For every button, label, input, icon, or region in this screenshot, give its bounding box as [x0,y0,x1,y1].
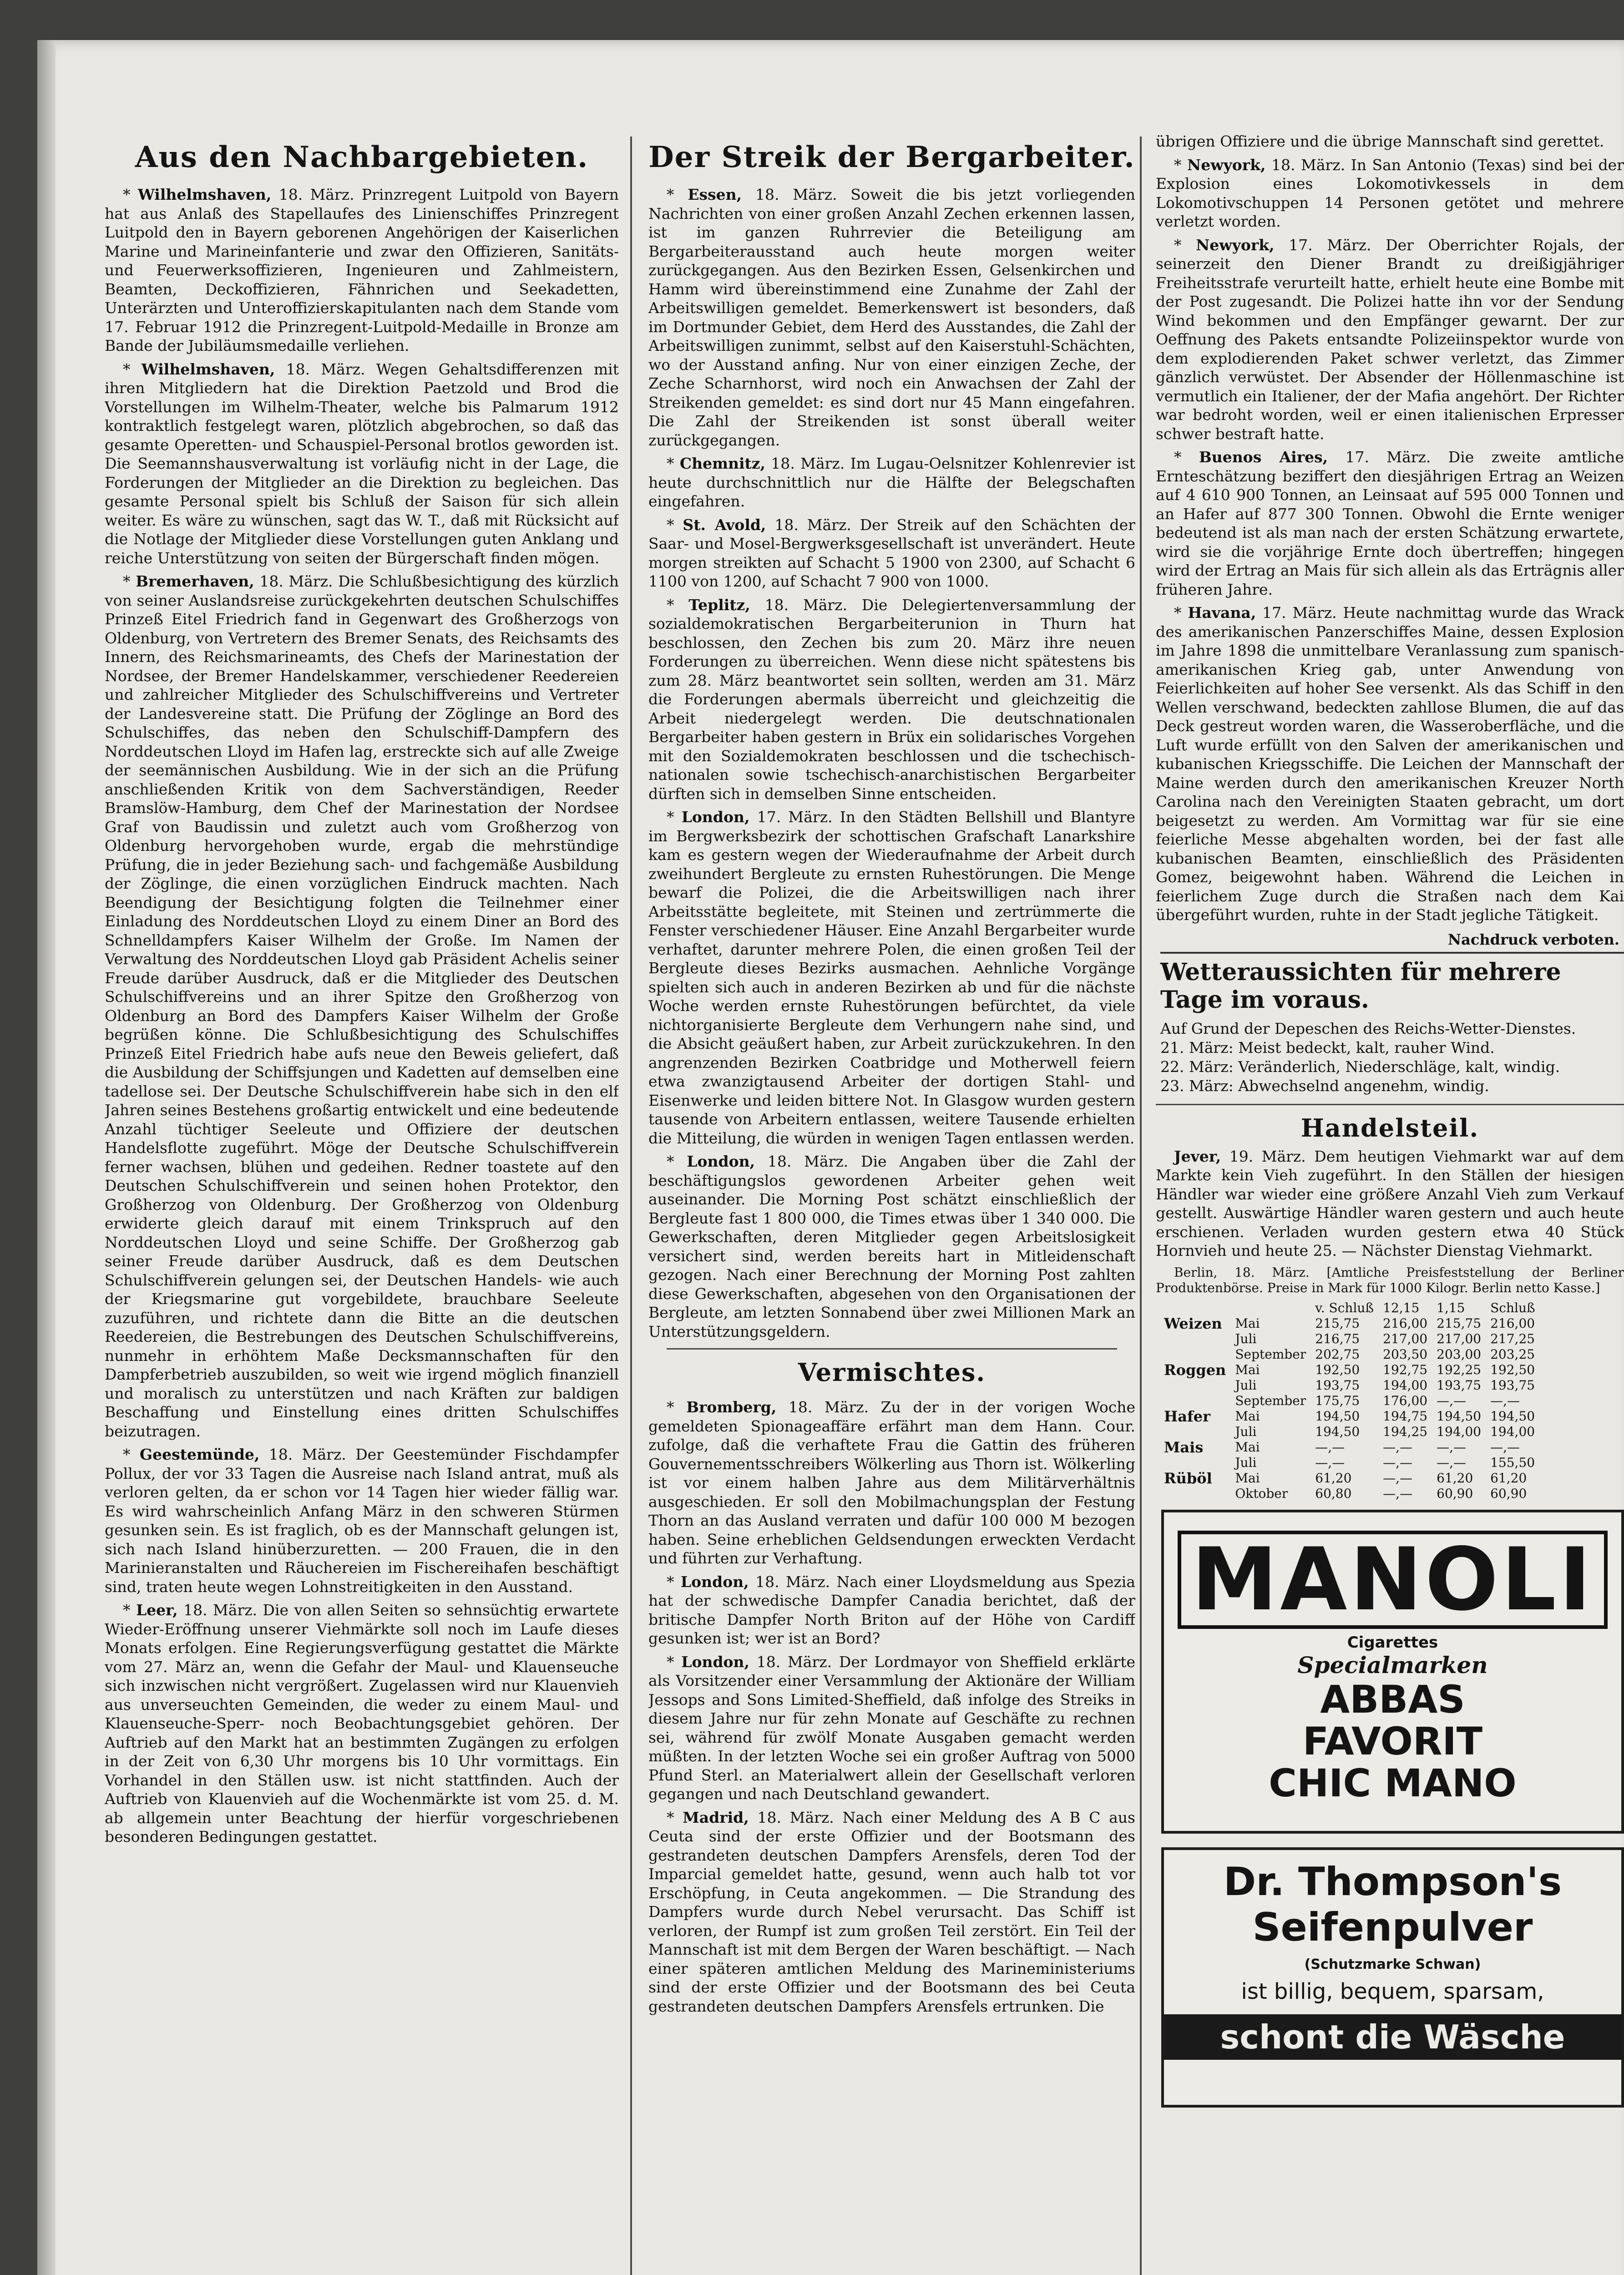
price-intro: Berlin, 18. März. [Amtliche Preisfeststellung der Berliner Produktenbörse. Preise in Mark für 1000 Kilogr. Berlin netto Kasse.] [1156,1264,1624,1295]
price-cell: 155,50 [1490,1455,1535,1470]
price-cell: 194,00 [1490,1424,1535,1439]
price-cell: 176,00 [1383,1393,1428,1408]
price-column-header [1230,1300,1310,1316]
article-text: 18. März. In San Antonio (Texas) sind bei der Explosion eines Lokomotivkessels in dem Lokomotivschuppen 14 Personen getötet und mehrere verletzt worden. [1156,156,1624,230]
weather-day: 21. März: Meist bedeckt, kalt, rauher Wind. [1160,1038,1495,1057]
article-dateline: Chemnitz, [679,455,766,472]
article-text: 18. März. Nach einer Lloydsmeldung aus Spezia hat der schwedische Dampfer Canadia berichtet, daß der britische Dampfer North Briton auf der Höhe von Cardiff gesunken ist; wer ist an Bord? [648,1572,1135,1647]
price-cell: 60,80 [1315,1486,1352,1501]
price-row [1159,1440,1540,1455]
section-header: Vermischtes. [798,1358,986,1387]
ad-line: Dr. Thompson's [1223,1859,1562,1905]
article [1156,1147,1624,1260]
price-column-header: 12,15 [1383,1300,1420,1315]
article-text: 18. März. Wegen Gehaltsdifferenzen mit ihren Mitgliedern hat die Direktion Paetzold und Brod die Vorstellungen im Wilhelm-Theater, welche bis Palmarum 1912 kontraktlich festgelegt waren, plötzlich abgebrochen, so daß das gesamte Operetten- und Schauspiel-Personal brotlos geworden ist. Die Seemannshausverwaltung ist vorläufig nicht in der Lage, die Forderungen der Mitglieder an die Direktion zu begleichen. Das gesamte Personal spielt bis Schluß der Saison für sich allein weiter. Es wäre zu wünschen, sagt das W. T., daß mit Rücksicht auf die Notlage der Mitglieder diese Vorstellungen guten Anklang und reiche Unterstützung von seiten der Bürgerschaft finden mögen. [105,360,619,567]
article-text: 18. März. Nach einer Meldung des A B C aus Ceuta sind der erste Offizier und der Bootsmann des gestrandeten deutschen Dampfers Arensfels, deren Tod der Imparcial gemeldet hatte, gesund, wenn auch halb tot vor Erschöpfung, in Ceuta angekommen. — Die Strandung des Dampfers wurde durch Nebel verursacht. Das Schiff ist verloren, der Rumpf ist zum großen Teil zerstört. Ein Teil der Mannschaft ist mit dem Bergen der Waren beschäftigt. — Nach einer späteren amtlichen Meldung des Marineministeriums sind der erste Offizier und der Bootsmann des bei Ceuta gestrandeten deutschen Dampfers Arensfels ertrunken. Die [648,1808,1135,2015]
delivery-month: Mai [1235,1362,1260,1377]
weather-title: Wetteraussichten für mehrere Tage im voraus. [1160,952,1624,1014]
article-text: 18. März. Der Streik auf den Schächten der Saar- und Mosel-Bergwerksgesellschaft ist unverändert. Heute morgen streikten auf Schacht 5 1900 von 2300, auf Schacht 6 1100 von 1200, auf Schacht 7 900 von 1000. [648,516,1135,590]
delivery-month: Mai [1235,1408,1260,1424]
ad-line: ABBAS [1320,1677,1465,1722]
article-dateline: Jever, [1174,1147,1221,1165]
delivery-month: Juli [1235,1331,1257,1346]
article-text: 18. März. Im Lugau-Oelsnitzer Kohlenrevier ist heute durchschnittlich nur die Hälfte der Belegschaften eingefahren. [648,455,1135,510]
article-text: 18. März. Die Angaben über die Zahl der beschäftigungslos gewordenen Arbeiter gehen weit auseinander. Die Morning Post schätzt einschließlich der Bergleute fast 1 800 000, die Times etwas über 1 340 000. Die Gewerkschaften, deren Mitglieder gegen Arbeitslosigkeit versichert sind, werden bereits hart in Mitleidenschaft gezogen. Nach einer Berechnung der Morning Post zahlten diese Gewerkschaften, abgesehen von den Organisationen der Bergleute, am letzten Sonnabend über zwei Millionen Mark an Unterstützungsgeldern. [648,1153,1135,1340]
article-dateline: Buenos Aires, [1199,448,1328,466]
price-cell: 61,20 [1437,1470,1473,1486]
article-dateline: Madrid, [683,1808,749,1826]
article: * London, 18. März. Nach einer Lloydsmeldung aus Spezia hat der schwedische Dampfer Canadia berichtet, daß der britische Dampfer North Briton auf der Höhe von Cardiff gesunken ist; wer ist an Bord? [648,1572,1135,1647]
price-cell: —,— [1383,1439,1413,1455]
commodity-name [1159,1393,1230,1409]
article-dateline: Wilhelmshaven, [141,360,275,378]
article-dateline: London, [687,1153,755,1170]
price-column-header [1159,1300,1230,1316]
commodity-name: Hafer [1164,1407,1210,1425]
article: * Madrid, 18. März. Nach einer Meldung des A B C aus Ceuta sind der erste Offizier und der Bootsmann des gestrandeten deutschen Dampfers Arensfels, deren Tod der Imparcial gemeldet hatte, gesund, wenn auch halb tot vor Erschöpfung, in Ceuta angekommen. — Die Strandung des Dampfers wurde durch Nebel verursacht. Das Schiff ist verloren, der Rumpf ist zum großen Teil zerstört. Ein Teil der Mannschaft ist mit dem Bergen der Waren beschäftigt. — Nach einer späteren amtlichen Meldung des Marineministeriums sind der erste Offizier und der Bootsmann des bei Ceuta gestrandeten deutschen Dampfers Arensfels ertrunken. Die [648,1808,1135,2015]
price-row [1159,1471,1540,1486]
commodity-name: Rüböl [1164,1469,1212,1487]
commodity-name [1159,1331,1230,1347]
article-text: 18. März. Prinzregent Luitpold von Bayern hat aus Anlaß des Stapellaufes des Linienschiffes Prinzregent Luitpold den in Bayern geborenen Angehörigen der Kaiserlichen Marine und Marineinfanterie und zwar den Offizieren, Sanitäts- und Feuerwerksoffizieren, Ingenieuren und Zahlmeistern, Beamten, Deckoffizieren, Fähnrichen und Seekadetten, Unterärzten und Unteroffizierskapitulanten nach dem Stande vom 17. Februar 1912 die Prinzregent-Luitpold-Medaille in Bronze am Bande der Jubiläumsmedaille verliehen. [105,186,619,354]
article: * Essen, 18. März. Soweit die bis jetzt vorliegenden Nachrichten von einer großen Anzahl Zechen erkennen lassen, ist im ganzen Ruhrrevier die Beteiligung am Bergarbeiterausstand auch heute morgen weiter zurückgegangen. Aus den Bezirken Essen, Gelsenkirchen und Hamm wird übereinstimmend eine Zunahme der Zahl der Arbeitswilligen gemeldet. Bemerkenswert ist besonders, daß im Dortmunder Gebiet, dem Herd des Ausstandes, die Zahl der Arbeitswilligen zunimmt, selbst auf den Kaiserstuhl-Schächten, wo der Ausstand anfing. Nur von einer einzigen Zeche, der Zeche Scharnhorst, wird noch ein Anwachsen der Zahl der Streikenden gemeldet: es sind dort nur 45 Mann eingefahren. Die Zahl der Streikenden ist sonst überall weiter zurückgegangen. [648,186,1135,449]
price-cell: —,— [1490,1393,1520,1408]
article-dateline: London, [681,1653,750,1671]
column-left [105,132,619,1851]
commodity-name [1159,1455,1230,1471]
article: * Geestemünde, 18. März. Der Geestemünder Fischdampfer Pollux, der vor 33 Tagen die Ausreise nach Island antrat, muß als verloren gelten, da er schon vor 14 Tagen hier wieder fällig war. Es wird wahrscheinlich Anfang März in den schweren Stürmen gesunken sein. Es ist fraglich, ob es der Mannschaft gelungen ist, sich nach Island hinüberzuretten. — 200 Frauen, die in den Marinieranstalten und Räuchereien im Fischereihafen beschäftigt sind, traten heute wegen Lohnstreitigkeiten in den Ausstand. [105,1446,619,1596]
article: * Newyork, 17. März. Der Oberrichter Rojals, der seinerzeit den Diener Brandt zu dreißigjähriger Freiheitsstrafe verurteilt hatte, erhielt heute eine Bombe mit der Post zugesandt. Die Polizei hatte ihn vor der Sendung Wind bekommen und den Empfänger gewarnt. Der zur Oeffnung des Pakets entsandte Polizeiinspektor wurde von dem explodierenden Paket schwer verletzt, das Zimmer gänzlich verwüstet. Der Absender der Höllenmaschine ist vermutlich ein Italiener, der der Mafia angehört. Der Richter war bedroht worden, weil er einen italienischen Erpresser schwer bestraft hatte. [1156,236,1624,443]
ad-line: schont die Wäsche [1164,2014,1621,2060]
article: * London, 17. März. In den Städten Bellshill und Blantyre im Bergwerksbezirk der schottischen Grafschaft Lanarkshire kam es gestern wegen der Wiederaufnahme der Arbeit durch zweihundert Bergleute zu ernsten Ruhestörungen. Die Menge bewarf die Polizei, die die Arbeitswilligen nach ihrer Arbeitsstätte begleitete, mit Steinen und zertrümmerte die Fenster verschiedener Häuser. Eine Anzahl Bergarbeiter wurde verhaftet, darunter mehrere Polen, die einen großen Teil der Bergleute dieses Bezirks ausmachen. Aehnliche Vorgänge spielten sich auch in anderen Bezirken ab und für die nächste Woche werden ernste Ruhestörungen befürchtet, da viele nichtorganisierte Bergleute dem Verhungern nahe sind, und die Absicht geäußert haben, zur Arbeit zurückzukehren. In den angrenzenden Bezirken Coatbridge und Motherwell feiern etwa zwanzigtausend Arbeiter der dortigen Stahl- und Eisenwerke und leiden bittere Not. In Glasgow wurden gestern tausende von Arbeitern entlassen, weitere Tausende erhielten die Mitteilung, die würden in wenigen Tagen entlassen werden. [648,808,1135,1147]
section-header: Handelsteil. [1300,1113,1479,1143]
column-middle [648,132,1135,2020]
price-cell: 215,75 [1437,1315,1482,1331]
ad-line: ist billig, bequem, sparsam, [1241,1978,1544,2004]
delivery-month: Mai [1235,1470,1260,1486]
article-dateline: Geestemünde, [139,1446,260,1463]
price-cell: 194,50 [1437,1408,1482,1424]
article: * Teplitz, 18. März. Die Delegiertenversammlung der sozialdemokratischen Bergarbeiterunion in Thurn hat beschlossen, den Zechen bis zum 20. März ihre neuen Forderungen zu überreichen. Wenn diese nicht spätestens bis zum 28. März beantwortet sein sollten, werden am 31. März die Forderungen abermals überreicht und gleichzeitig die Arbeit niedergelegt werden. Die deutschnationalen Bergarbeiter haben gestern in Brüx ein solidarisches Vorgehen mit den Sozialdemokraten beschlossen und die tschechisch-nationalen sowie tschechisch-anarchistischen Bergarbeiter dürften sich in demselben Sinne entscheiden. [648,596,1135,803]
price-cell: 192,50 [1490,1362,1535,1377]
article: * Newyork, 18. März. In San Antonio (Texas) sind bei der Explosion eines Lokomotivkessels in dem Lokomotivschuppen 14 Personen getötet und mehrere verletzt worden. [1156,156,1624,230]
article-dateline: Essen, [688,186,742,203]
article: * Havana, 17. März. Heute nachmittag wurde das Wrack des amerikanischen Panzerschiffes Maine, dessen Explosion im Jahre 1898 die unmittelbare Veranlassung zum spanisch-amerikanischen Krieg gab, unter Anwendung von Feierlichkeiten auf hoher See versenkt. Als das Schiff in den Wellen verschwand, bedeckten zahllose Blumen, die auf das Deck gestreut worden waren, die Wasseroberfläche, und die Luft wurde erfüllt von den Salven der amerikanischen und kubanischen Kriegsschiffe. Die Leichen der Mannschaft der Maine werden durch den amerikanischen Kreuzer North Carolina nach den Vereinigten Staaten gebracht, um dort beigesetzt zu werden. Am Vormittag war für sie eine feierliche Messe abgehalten worden, bei der fast alle kubanischen Beamten, einschließlich des Präsidenten Gomez, beigewohnt haben. Während die Leichen in feierlichem Zuge durch die Straßen nach dem Kai übergeführt wurden, ruhte in der Stadt jegliche Tätigkeit. [1156,604,1624,924]
article: * St. Avold, 18. März. Der Streik auf den Schächten der Saar- und Mosel-Bergwerksgesellschaft ist unverändert. Heute morgen streikten auf Schacht 5 1900 von 2300, auf Schacht 6 1100 von 1200, auf Schacht 7 900 von 1000. [648,516,1135,590]
price-cell: 194,00 [1383,1377,1428,1393]
column-rule [630,136,632,2275]
article-dateline: Teplitz, [688,596,750,614]
article-text: 19. März. Dem heutigen Viehmarkt war auf dem Markte kein Vieh zugeführt. In den Ställen der hiesigen Händler war wieder eine größere Anzahl Vieh zum Verkauf gestellt. Auswärtige Händler waren gestern und auch heute erschienen. Verladen wurden gestern etwa 40 Stück Hornvieh und heute 25. — Nächster Dienstag Viehmarkt. [1156,1147,1624,1259]
ad-line: Cigarettes [1347,1633,1438,1652]
article-dateline: St. Avold, [683,516,766,534]
article: * Chemnitz, 18. März. Im Lugau-Oelsnitzer Kohlenrevier ist heute durchschnittlich nur die Hälfte der Belegschaften eingefahren. [648,455,1135,510]
ad-line: CHIC MANO [1269,1760,1517,1805]
article-dateline: London, [681,808,750,826]
section-header: Aus den Nachbargebieten. [135,140,589,174]
price-cell: 194,50 [1315,1424,1360,1439]
price-row [1159,1393,1540,1409]
weather-day: 23. März: Abwechselnd angenehm, windig. [1160,1077,1489,1095]
price-cell: 203,25 [1490,1346,1535,1362]
section-divider [1156,1104,1624,1105]
price-cell: 193,75 [1315,1377,1360,1393]
delivery-month: Juli [1235,1377,1257,1393]
price-row [1159,1455,1540,1471]
price-cell: 203,00 [1437,1346,1482,1362]
reprint-notice: Nachdruck verboten. [1447,930,1619,948]
delivery-month: Juli [1235,1455,1257,1470]
price-cell: 193,75 [1437,1377,1482,1393]
article-dateline: Bromberg, [686,1398,777,1416]
article-dateline: Newyork, [1196,236,1275,254]
article-text: 17. März. Der Oberrichter Rojals, der seinerzeit den Diener Brandt zu dreißigjähriger Freiheitsstrafe verurteilt hatte, erhielt heute eine Bombe mit der Post zugesandt. Die Polizei hatte ihn vor der Sendung Wind bekommen und den Empfänger gewarnt. Der zur Oeffnung des Pakets entsandte Polizeiinspektor wurde von dem explodierenden Paket schwer verletzt, das Zimmer gänzlich verwüstet. Der Absender der Höllenmaschine ist vermutlich ein Italiener, der der Mafia angehört. Der Richter war bedroht worden, weil er einen italienischen Erpresser schwer bestraft hatte. [1156,236,1624,443]
price-cell: 194,00 [1437,1424,1482,1439]
commodity-name [1159,1378,1230,1393]
price-cell: 216,00 [1490,1315,1535,1331]
price-cell: 60,90 [1437,1486,1473,1501]
article: * Wilhelmshaven, 18. März. Wegen Gehaltsdifferenzen mit ihren Mitgliedern hat die Direktion Paetzold und Brod die Vorstellungen im Wilhelm-Theater, welche bis Palmarum 1912 kontraktlich festgelegt waren, plötzlich abgebrochen, so daß das gesamte Operetten- und Schauspiel-Personal brotlos geworden ist. Die Seemannshausverwaltung ist vorläufig nicht in der Lage, die Forderungen der Mitglieder an die Direktion zu begleichen. Das gesamte Personal spielt bis Schluß der Saison für sich allein weiter. Es wäre zu wünschen, sagt das W. T., daß mit Rücksicht auf die Notlage der Mitglieder diese Vorstellungen guten Anklang und reiche Unterstützung von seiten der Bürgerschaft finden mögen. [105,360,619,567]
article-dateline: Wilhelmshaven, [137,186,272,203]
article-text: 18. März. Soweit die bis jetzt vorliegenden Nachrichten von einer großen Anzahl Zechen erkennen lassen, ist im ganzen Ruhrrevier die Beteiligung am Bergarbeiterausstand auch heute morgen weiter zurückgegangen. Aus den Bezirken Essen, Gelsenkirchen und Hamm wird übereinstimmend eine Zunahme der Zahl der Arbeitswilligen gemeldet. Bemerkenswert ist besonders, daß im Dortmunder Gebiet, dem Herd des Ausstandes, die Zahl der Arbeitswilligen zunimmt, selbst auf den Kaiserstuhl-Schächten, wo der Ausstand anfing. Nur von einer einzigen Zeche, der Zeche Scharnhorst, wird noch ein Anwachsen der Zahl der Streikenden gemeldet: es sind dort nur 45 Mann eingefahren. Die Zahl der Streikenden ist sonst überall weiter zurückgegangen. [648,186,1135,449]
page-binding-edge [37,40,56,2275]
price-cell: —,— [1490,1439,1520,1455]
section-divider [667,1348,1117,1350]
article-list [648,1398,1135,2016]
commodity-name: Weizen [1164,1314,1222,1332]
price-cell: —,— [1383,1470,1413,1486]
article: * Bromberg, 18. März. Zu der in der vorigen Woche gemeldeten Spionageaffäre erfährt man dem Hann. Cour. zufolge, daß die verhaftete Frau die Gattin des früheren Gouvernementsschreibers Wölkerling aus Thorn ist. Wölkerling ist vor einem halben Jahre aus dem Militärverhältnis ausgeschieden. Er soll den Mobilmachungsplan der Festung Thorn an das Ausland verraten und dafür 100 000 M bezogen haben. Seine erheblichen Geldsendungen erweckten Verdacht und führten zur Verhaftung. [648,1398,1135,1567]
price-cell: 216,00 [1383,1315,1428,1331]
delivery-month: Mai [1235,1315,1260,1331]
column-rule [1140,136,1142,2275]
article: * Wilhelmshaven, 18. März. Prinzregent Luitpold von Bayern hat aus Anlaß des Stapellaufes des Linienschiffes Prinzregent Luitpold den in Bayern geborenen Angehörigen der Kaiserlichen Marine und Marineinfanterie und zwar den Offizieren, Sanitäts- und Feuerwerksoffizieren, Ingenieuren und Zahlmeistern, Beamten, Deckoffizieren, Fähnrichen und Seekadetten, Unterärzten und Unteroffizierskapitulanten nach dem Stande vom 17. Februar 1912 die Prinzregent-Luitpold-Medaille in Bronze am Bande der Jubiläumsmedaille verliehen. [105,186,619,354]
price-cell: 194,50 [1315,1408,1360,1424]
price-column-header: Schluß [1490,1300,1535,1315]
price-cell: —,— [1437,1393,1467,1408]
weather-source: Auf Grund der Depeschen des Reichs-Wetter-Dienstes. [1160,1019,1576,1037]
price-cell: 60,90 [1490,1486,1527,1501]
price-cell: 192,25 [1437,1362,1482,1377]
price-cell: —,— [1437,1455,1467,1470]
price-cell: —,— [1383,1486,1413,1501]
article-dateline: Havana, [1188,604,1256,622]
ad-line: Seifenpulver [1252,1904,1533,1950]
price-cell: —,— [1315,1455,1345,1470]
article-dateline: Newyork, [1187,156,1266,174]
price-row [1159,1331,1540,1347]
price-cell: 217,25 [1490,1331,1535,1346]
delivery-month: Oktober [1235,1486,1288,1501]
commodity-name [1159,1486,1230,1502]
price-cell: 193,75 [1490,1377,1535,1393]
price-row [1159,1486,1540,1502]
advertisement-thompson [1161,1847,1624,2108]
price-table [1159,1300,1540,1502]
article: * London, 18. März. Der Lordmayor von Sheffield erklärte als Vorsitzender einer Versammlung der Aktionäre der William Jessops and Sons Limited-Sheffield, daß infolge des Streiks in diesem Jahre nur für zehn Monate auf Geschäfte zu rechnen sei, während für zwölf Monate Ausgaben gemacht werden müßten. In der letzten Woche sei ein großer Auftrag von 5000 Pfund Sterl. an Materialwert allein der Gesellschaft verloren gegangen und nach Deutschland gewandert. [648,1653,1135,1803]
article-text: 18. März. Zu der in der vorigen Woche gemeldeten Spionageaffäre erfährt man dem Hann. Cour. zufolge, daß die verhaftete Frau die Gattin des früheren Gouvernementsschreibers Wölkerling aus Thorn ist. Wölkerling ist vor einem halben Jahre aus dem Militärverhältnis ausgeschieden. Er soll den Mobilmachungsplan der Festung Thorn an das Ausland verraten und dafür 100 000 M bezogen haben. Seine erheblichen Geldsendungen erweckten Verdacht und führten zur Verhaftung. [648,1398,1135,1567]
price-cell: 216,75 [1315,1331,1360,1346]
article-text: 17. März. In den Städten Bellshill und Blantyre im Bergwerksbezirk der schottischen Grafschaft Lanarkshire kam es gestern wegen der Wiederaufnahme der Arbeit durch zweihundert Bergleute zu ernsten Ruhestörungen. Die Menge bewarf die Polizei, die die Arbeitswilligen nach ihrer Arbeitsstätte begleitete, mit Steinen und zertrümmerte die Fenster verschiedener Häuser. Eine Anzahl Bergarbeiter wurde verhaftet, darunter mehrere Polen, die einen großen Teil der Bergleute dieses Bezirks ausmachen. Aehnliche Vorgänge spielten sich auch in anderen Bezirken ab und für die nächste Woche werden ernste Ruhestörungen befürchtet, da viele nichtorganisierte Bergleute dem Verhungern nahe sind, und die Absicht geäußert haben, zur Arbeit zurückzukehren. In den angrenzenden Bezirken Coatbridge und Motherwell feiern etwa zwanzigtausend Arbeiter der dortigen Stahl- und Eisenwerke und leiden bittere Not. In Glasgow wurden gestern tausende von Arbeitern entlassen, weitere Tausende erhielten die Mitteilung, die würden in wenigen Tagen entlassen werden. [648,808,1135,1147]
price-row [1159,1378,1540,1393]
article: * London, 18. März. Die Angaben über die Zahl der beschäftigungslos gewordenen Arbeiter gehen weit auseinander. Die Morning Post schätzt einschließlich der Bergleute fast 1 800 000, die Times etwas über 1 340 000. Die Gewerkschaften, deren Mitglieder gegen Arbeitslosigkeit versichert sind, werden bereits hart in Mitleidenschaft gezogen. Nach einer Berechnung der Morning Post zahlten diese Gewerkschaften, abgesehen von den Organisationen der Bergleute, am letzten Sonnabend über zwei Millionen Mark an Unterstützungsgeldern. [648,1153,1135,1340]
ad-line: FAVORIT [1302,1719,1483,1764]
article: * Buenos Aires, 17. März. Die zweite amtliche Ernteschätzung beziffert den diesjährigen Ertrag an Weizen auf 4 610 900 Tonnen, an Leinsaat auf 595 000 Tonnen und an Hafer auf 877 300 Tonnen. Obwohl die Ernte weniger bedeutend ist als man nach der ersten Schätzung erwartete, wird sie die vorjährige Ernte doch übertreffen; hingegen wird der Ertrag an Mais für sich allein als das Erträgnis aller früheren Jahre. [1156,448,1624,598]
price-column-header: v. Schluß [1315,1300,1374,1315]
price-row [1159,1316,1540,1331]
price-cell: 194,50 [1490,1408,1535,1424]
article-text: 17. März. Die zweite amtliche Ernteschätzung beziffert den diesjährigen Ertrag an Weizen auf 4 610 900 Tonnen, an Leinsaat auf 595 000 Tonnen und an Hafer auf 877 300 Tonnen. Obwohl die Ernte weniger bedeutend ist als man nach der ersten Schätzung erwartete, wird sie die vorjährige Ernte doch übertreffen; hingegen wird der Ertrag an Mais für sich allein als das Erträgnis aller früheren Jahre. [1156,448,1624,598]
commodity-name [1159,1424,1230,1440]
delivery-month: September [1235,1346,1306,1362]
price-column-header: 1,15 [1437,1300,1465,1315]
price-cell: 175,75 [1315,1393,1360,1408]
price-row [1159,1424,1540,1440]
price-cell: —,— [1383,1455,1413,1470]
price-cell: —,— [1315,1439,1345,1455]
price-row [1159,1347,1540,1362]
article-dateline: Leer, [136,1601,178,1619]
delivery-month: Juli [1235,1424,1257,1439]
ad-brand: MANOLI [1178,1531,1608,1629]
article-text: 18. März. Die Delegiertenversammlung der sozialdemokratischen Bergarbeiterunion in Thurn hat beschlossen, den Zechen bis zum 20. März ihre neuen Forderungen zu überreichen. Wenn diese nicht spätestens bis zum 28. März beantwortet sein sollten, werden am 31. März die Forderungen abermals überreicht und gleichzeitig die Arbeit niedergelegt werden. Die deutschnationalen Bergarbeiter haben gestern in Brüx ein solidarisches Vorgehen mit den Sozialdemokraten beschlossen und die tschechisch-nationalen sowie tschechisch-anarchistischen Bergarbeiter dürften sich in demselben Sinne entscheiden. [648,596,1135,803]
article-list [1156,156,1624,925]
column-right [1156,132,1624,2108]
commodity-name [1159,1347,1230,1362]
ad-line: Specialmarken [1297,1651,1488,1678]
article-dateline: Bremerhaven, [136,572,254,590]
article-text: 18. März. Die von allen Seiten so sehnsüchtig erwartete Wieder-Eröffnung unserer Viehmärkte soll noch im Laufe dieses Monats erfolgen. Eine Regierungsverfügung gestattet die Märkte vom 27. März an, wenn die Gefahr der Maul- und Klauenseuche sich inzwischen nicht vergrößert. Zugelassen wird nur Klauenvieh aus unverseuchten Gemeinden, die weder zu einem Maul- und Klauenseuche-Sperr- noch Beobachtungsgebiet gehören. Der Auftrieb auf den Markt hat an bestimmten Zugängen zu erfolgen in der Zeit von 6,30 Uhr morgens bis 10 Uhr vormittags. Ein Vorhandel in den Ställen usw. ist nicht stattfinden. Auch der Auftrieb von Klauenvieh auf die Wochenmärkte ist vom 25. d. M. ab allgemein unter Beachtung der hierfür vorgeschriebenen besonderen Bedingungen gestattet. [105,1601,619,1845]
commodity-name: Mais [1164,1438,1204,1456]
price-row [1159,1409,1540,1424]
article-continuation: übrigen Offiziere und die übrige Mannschaft sind gerettet. [1156,132,1604,150]
ad-line: (Schutzmarke Schwan) [1304,1956,1481,1972]
article-list [105,185,619,1846]
commodity-name: Roggen [1164,1361,1226,1379]
article-text: 17. März. Heute nachmittag wurde das Wrack des amerikanischen Panzerschiffes Maine, dessen Explosion im Jahre 1898 die unmittelbare Veranlassung zum spanisch-amerikanischen Krieg gab, unter Anwendung von Feierlichkeiten auf hoher See versenkt. Als das Schiff in den Wellen verschwand, bedeckten zahllose Blumen, die auf das Deck gestreut worden waren, die Wasseroberfläche, und die Luft wurde erfüllt von den Salven der amerikanischen und kubanischen Kriegsschiffe. Die Leichen der Mannschaft der Maine werden durch den amerikanischen Kreuzer North Carolina nach den Vereinigten Staaten gebracht, um dort beigesetzt zu werden. Am Vormittag war für sie eine feierliche Messe abgehalten worden, bei der fast alle kubanischen Beamten, einschließlich des Präsidenten Gomez, beigewohnt haben. Während die Leichen in feierlichem Zuge durch die Straßen nach dem Kai übergeführt wurden, ruhte in der Stadt jegliche Tätigkeit. [1156,604,1624,924]
price-cell: 215,75 [1315,1315,1360,1331]
delivery-month: Mai [1235,1439,1260,1455]
price-cell: 61,20 [1490,1470,1527,1486]
article-dateline: London, [680,1572,749,1591]
price-cell: 217,00 [1437,1331,1482,1346]
price-cell: 192,75 [1383,1362,1428,1377]
price-cell: —,— [1437,1439,1467,1455]
article: * Bremerhaven, 18. März. Die Schlußbesichtigung des kürzlich von seiner Auslandsreise zurückgekehrten deutschen Schulschiffes Prinzeß Eitel Friedrich fand in Gegenwart des Großherzogs von Oldenburg, von Vertretern des Bremer Senats, des Reichsamts des Innern, des Reichsmarineamts, des Chefs der Marinestation der Nordsee, der Bremer Handelskammer, verschiedener Reedereien und zahlreicher Mitglieder des Schulschiffvereins und Vertreter der Landesvereine statt. Die Prüfung der Zöglinge an Bord des Schulschiffes, das neben den Schulschiff-Dampfern des Norddeutschen Lloyd im Hafen lag, erstreckte sich auf alle Zweige der seemännischen Ausbildung. Wie in der sich an die Prüfung anschließenden Kritik von dem Sachverständigen, Reeder Bramslöw-Hamburg, dem Chef der Marinestation der Nordsee Graf von Baudissin und zuletzt auch vom Großherzog von Oldenburg hervorgehoben wurde, ergab die mehrstündige Prüfung, die in jeder Beziehung sach- und fachgemäße Ausbildung der Zöglinge, die einen vorzüglichen Eindruck machten. Nach Beendigung der Besichtigung folgten die Teilnehmer einer Einladung des Norddeutschen Lloyd zu einem Diner an Bord des Schnelldampfers Kaiser Wilhelm der Große. Im Namen der Verwaltung des Norddeutschen Lloyd gab Präsident Achelis seiner Freude darüber Ausdruck, daß er die Mitglieder des Deutschen Schulschiffvereins und an ihrer Spitze den Großherzog von Oldenburg an Bord des Dampfers Kaiser Wilhelm der Große begrüßen könne. Die Schlußbesichtigung des Schulschiffes Prinzeß Eitel Friedrich habe aufs neue den Beweis geliefert, daß die Ausbildung der Schiffsjungen und Kadetten auf demselben eine tadellose sei. Der Deutsche Schulschiffverein habe sich in den elf Jahren seines Bestehens großartig entwickelt und eine bedeutende Anzahl tüchtiger Seeleute und Offiziere der deutschen Handelsflotte zugeführt. Möge der Deutsche Schulschiffverein ferner wachsen, blühen und gedeihen. Redner toastete auf den Deutschen Schulschiffverein und seinen hohen Protektor, den Großherzog von Oldenburg. Der Großherzog von Oldenburg erwiderte gleich darauf mit einem Trinkspruch auf den Norddeutschen Lloyd und seine Schiffe. Der Großherzog gab seiner Freude darüber Ausdruck, daß es dem Deutschen Schulschiffverein gelungen sei, der Deutschen Handels- wie auch der Kriegsmarine gut vorgebildete, brauchbare Seeleute zuzuführen, und richtete dann die Bitte an die deutschen Reedereien, die Bestrebungen des Deutschen Schulschiffvereins, nunmehr in erhöhtem Maße Decksmannschaften für den Dampferbetrieb auszubilden, so weit wie irgend möglich finanziell und moralisch zu unterstützen und nach Kräften zur baldigen Beschaffung und Einstellung eines dritten Schulschiffes beizutragen. [105,572,619,1440]
price-cell: 61,20 [1315,1470,1352,1486]
article-text: 18. März. Der Geestemünder Fischdampfer Pollux, der vor 33 Tagen die Ausreise nach Island antrat, muß als verloren gelten, da er schon vor 14 Tagen hier wieder fällig war. Es wird wahrscheinlich Anfang März in den schweren Stürmen gesunken sein. Es ist fraglich, ob es der Mannschaft gelungen ist, sich nach Island hinüberzuretten. — 200 Frauen, die in den Marinieranstalten und Räuchereien im Fischereihafen beschäftigt sind, traten heute wegen Lohnstreitigkeiten in den Ausstand. [105,1446,619,1596]
price-cell: 202,75 [1315,1346,1360,1362]
price-cell: 203,50 [1383,1346,1428,1362]
article: * Leer, 18. März. Die von allen Seiten so sehnsüchtig erwartete Wieder-Eröffnung unserer Viehmärkte soll noch im Laufe dieses Monats erfolgen. Eine Regierungsverfügung gestattet die Märkte vom 27. März an, wenn die Gefahr der Maul- und Klauenseuche sich inzwischen nicht vergrößert. Zugelassen wird nur Klauenvieh aus unverseuchten Gemeinden, die weder zu einem Maul- und Klauenseuche-Sperr- noch Beobachtungsgebiet gehören. Der Auftrieb auf den Markt hat an bestimmten Zugängen zu erfolgen in der Zeit von 6,30 Uhr morgens bis 10 Uhr vormittags. Ein Vorhandel in den Ställen usw. ist nicht stattfinden. Auch der Auftrieb von Klauenvieh auf die Wochenmärkte ist vom 25. d. M. ab allgemein unter Beachtung der hierfür vorgeschriebenen besonderen Bedingungen gestattet. [105,1601,619,1845]
price-cell: 194,25 [1383,1424,1428,1439]
price-cell: 192,50 [1315,1362,1360,1377]
price-row [1159,1362,1540,1378]
price-table-header [1159,1300,1540,1316]
article-list [648,185,1135,1341]
price-cell: 217,00 [1383,1331,1428,1346]
weather-day: 22. März: Veränderlich, Niederschläge, kalt, windig. [1160,1057,1560,1076]
price-cell: 194,75 [1383,1408,1428,1424]
article-text: 18. März. Die Schlußbesichtigung des kürzlich von seiner Auslandsreise zurückgekehrten deutschen Schulschiffes Prinzeß Eitel Friedrich fand in Gegenwart des Großherzogs von Oldenburg, von Vertretern des Bremer Senats, des Reichsamts des Innern, des Reichsmarineamts, des Chefs der Marinestation der Nordsee, der Bremer Handelskammer, verschiedener Reedereien und zahlreicher Mitglieder des Schulschiffvereins und Vertreter der Landesvereine statt. Die Prüfung der Zöglinge an Bord des Schulschiffes, das neben den Schulschiff-Dampfern des Norddeutschen Lloyd im Hafen lag, erstreckte sich auf alle Zweige der seemännischen Ausbildung. Wie in der sich an die Prüfung anschließenden Kritik von dem Sachverständigen, Reeder Bramslöw-Hamburg, dem Chef der Marinestation der Nordsee Graf von Baudissin und zuletzt auch vom Großherzog von Oldenburg hervorgehoben wurde, ergab die mehrstündige Prüfung, die in jeder Beziehung sach- und fachgemäße Ausbildung der Zöglinge, die einen vorzüglichen Eindruck machten. Nach Beendigung der Besichtigung folgten die Teilnehmer einer Einladung des Norddeutschen Lloyd zu einem Diner an Bord des Schnelldampfers Kaiser Wilhelm der Große. Im Namen der Verwaltung des Norddeutschen Lloyd gab Präsident Achelis seiner Freude darüber Ausdruck, daß er die Mitglieder des Deutschen Schulschiffvereins und an ihrer Spitze den Großherzog von Oldenburg an Bord des Dampfers Kaiser Wilhelm der Große begrüßen könne. Die Schlußbesichtigung des Schulschiffes Prinzeß Eitel Friedrich habe aufs neue den Beweis geliefert, daß die Ausbildung der Schiffsjungen und Kadetten auf demselben eine tadellose sei. Der Deutsche Schulschiffverein habe sich in den elf Jahren seines Bestehens großartig entwickelt und eine bedeutende Anzahl tüchtiger Seeleute und Offiziere der deutschen Handelsflotte zugeführt. Möge der Deutsche Schulschiffverein ferner wachsen, blühen und gedeihen. Redner toastete auf den Deutschen Schulschiffverein und seinen hohen Protektor, den Großherzog von Oldenburg. Der Großherzog von Oldenburg erwiderte gleich darauf mit einem Trinkspruch auf den Norddeutschen Lloyd und seine Schiffe. Der Großherzog gab seiner Freude darüber Ausdruck, daß es dem Deutschen Schulschiffverein gelungen sei, der Deutschen Handels- wie auch der Kriegsmarine gut vorgebildete, brauchbare Seeleute zuzuführen, und richtete dann die Bitte an die deutschen Reedereien, die Bestrebungen des Deutschen Schulschiffvereins, nunmehr in erhöhtem Maße Decksmannschaften für den Dampferbetrieb auszubilden, so weit wie irgend möglich finanziell und moralisch zu unterstützen und nach Kräften zur baldigen Beschaffung und Einstellung eines dritten Schulschiffes beizutragen. [105,572,619,1440]
article-text: 18. März. Der Lordmayor von Sheffield erklärte als Vorsitzender einer Versammlung der Aktionäre der William Jessops and Sons Limited-Sheffield, daß infolge des Streiks in diesem Jahre nur für zehn Monate auf Geschäfte zu rechnen sei, während für zwölf Monate Ausgaben gemacht werden müßten. In der letzten Woche sei ein großer Auftrag von 5000 Pfund Sterl. an Materialwert allein der Gesellschaft verloren gegangen und nach Deutschland gewandert. [648,1653,1135,1803]
delivery-month: September [1235,1393,1306,1408]
section-header: Der Streik der Bergarbeiter. [648,140,1135,174]
advertisement-manoli [1161,1510,1624,1834]
